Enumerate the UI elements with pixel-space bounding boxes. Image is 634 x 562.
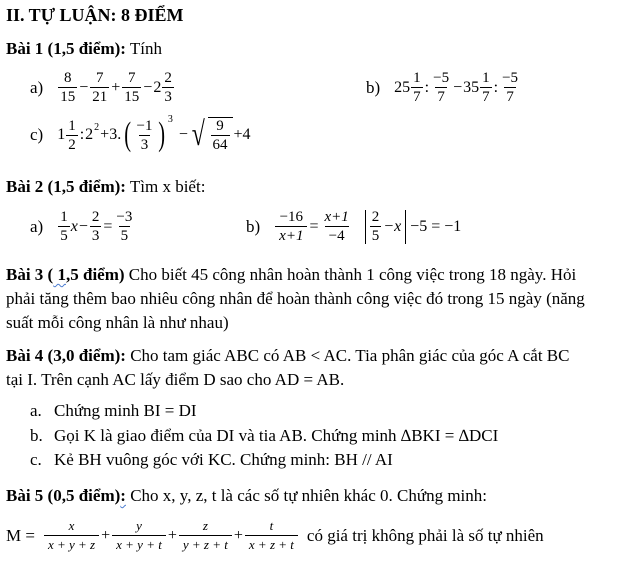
- operator: :: [493, 78, 499, 96]
- section-title: II. TỰ LUẬN: 8 ĐIỂM: [6, 5, 184, 25]
- fraction: $\frac{-16}{x+1}$: [275, 209, 307, 244]
- abs-bar-right: [405, 210, 406, 244]
- bai5-heading-line: Bài 5 (0,5 điểm): Cho x, y, z, t là các số tự nhiên khác 0. Chứng minh:: [6, 486, 487, 505]
- item-label: a): [30, 216, 44, 236]
- operator: +: [101, 526, 111, 544]
- fraction: $\frac{2}{3}$: [91, 209, 100, 244]
- mixed-whole: 35: [463, 78, 480, 96]
- operator: −5 = −1: [410, 217, 462, 235]
- bai2-heading-line: [6, 175, 205, 199]
- fraction: $\frac{-3}{5}$: [116, 209, 133, 244]
- operator: +: [167, 526, 177, 544]
- bai2-prompt: Tìm x biết:: [125, 177, 206, 196]
- fraction: $\frac{z}{y + z + t}$: [179, 518, 232, 553]
- bai1-a-expression: [30, 70, 175, 105]
- fraction: $\frac{1}{7}$: [482, 70, 490, 105]
- fraction: $\frac{-5}{7}$: [433, 70, 450, 105]
- item-label: c): [30, 125, 44, 144]
- fraction: $\frac{7}{21}$: [92, 70, 108, 105]
- fraction: $\frac{x}{x + y + z}$: [44, 518, 99, 553]
- fraction: $\frac{x+1}{-4}$: [324, 209, 349, 244]
- spellcheck-underline: :: [120, 486, 126, 505]
- fraction: $\frac{y}{x + y + t}$: [112, 518, 166, 553]
- item-label: a): [30, 77, 44, 97]
- fraction: $\frac{2}{5}$: [371, 209, 380, 244]
- bai1-heading: Bài 1 (1,5 điểm):: [6, 39, 126, 58]
- fraction: $\frac{2}{3}$: [164, 70, 172, 105]
- operator: :: [79, 126, 85, 143]
- fraction: $\frac{-5}{7}$: [502, 70, 519, 105]
- operator: −x: [383, 217, 402, 235]
- item-label: b): [246, 216, 261, 236]
- right-paren: ): [157, 116, 165, 153]
- bai1-c-expression: [30, 113, 252, 153]
- radical-sign-icon: √: [191, 116, 205, 153]
- conclusion-text: có giá trị không phải là số tự nhiên: [306, 525, 544, 545]
- bai2-heading: Bài 2 (1,5 điểm):: [6, 177, 126, 196]
- operator: =: [309, 217, 319, 235]
- fraction: $\frac{9}{64}$: [212, 118, 228, 153]
- bai1-prompt: Tính: [125, 39, 162, 58]
- fraction: $\frac{7}{15}$: [124, 70, 140, 105]
- bai1-b-expression: [366, 70, 521, 105]
- fraction: $\frac{1}{2}$: [68, 117, 76, 153]
- item-label: b): [366, 77, 381, 97]
- operator: +4: [233, 126, 251, 143]
- bai4-item-b: b. Gọi K là giao điểm của DI và tia AB. Chứng minh ∆BKI = ∆DCI: [30, 426, 499, 445]
- spellcheck-underline: 1: [53, 265, 66, 284]
- fraction: $\frac{1}{7}$: [413, 70, 421, 105]
- operator: −: [143, 78, 153, 96]
- power-exponent: 3: [167, 113, 173, 125]
- left-paren: (: [124, 116, 132, 153]
- bai4-heading: Bài 4 (3,0 điểm):: [6, 346, 126, 365]
- bai3-heading: Bài 3 ( 1,5 điểm): [6, 265, 125, 284]
- mixed-whole: 2: [153, 78, 162, 96]
- mixed-whole: 25: [394, 78, 411, 96]
- power-exponent: 2: [94, 121, 100, 133]
- bai5-expression: [6, 518, 544, 553]
- fraction: $\frac{1}{5}$: [60, 209, 68, 244]
- operator: −: [453, 78, 463, 96]
- bai3-paragraph: Bài 3 ( 1,5 điểm) Cho biết 45 công nhân hoàn thành 1 công việc trong 18 ngày. Hỏi phải tăng thêm bao nhiêu công nhân để hoàn thành công việc đó trong 15 ngày (năng suất mỗi công nhân là như nhau): [6, 265, 585, 332]
- operator: =: [103, 217, 113, 235]
- operator: +3.: [100, 126, 122, 143]
- mixed-whole: 1: [57, 126, 66, 143]
- bai4-item-c: c. Kẻ BH vuông góc với KC. Chứng minh: BH // AI: [30, 450, 393, 469]
- bai4-paragraph: Bài 4 (3,0 điểm): Cho tam giác ABC có AB < AC. Tia phân giác của góc A cắt BC tại I. Trên cạnh AC lấy điểm D sao cho AD = AB.: [6, 346, 570, 389]
- operator: +: [233, 526, 243, 544]
- operator: +: [111, 78, 121, 96]
- square-root: [189, 117, 233, 153]
- operator: :: [424, 78, 430, 96]
- m-label: M =: [6, 525, 35, 545]
- operator: −: [79, 78, 89, 96]
- fraction: $\frac{t}{x + z + t}$: [245, 518, 298, 553]
- fraction: $\frac{8}{15}$: [60, 70, 76, 105]
- bai2-a-expression: [30, 209, 135, 244]
- abs-bar-left: [365, 210, 366, 244]
- bai4-item-a: a. Chứng minh BI = DI: [30, 401, 197, 420]
- bai5-heading: Bài 5 (0,5 điểm):: [6, 486, 126, 505]
- operator: −: [78, 217, 88, 235]
- bai2-b-expression: [246, 209, 462, 244]
- operator: −: [178, 126, 188, 143]
- power-base: 2: [85, 126, 94, 143]
- bai1-heading-line: [6, 37, 162, 61]
- variable: x: [70, 217, 78, 235]
- fraction: $\frac{-1}{3}$: [136, 117, 153, 153]
